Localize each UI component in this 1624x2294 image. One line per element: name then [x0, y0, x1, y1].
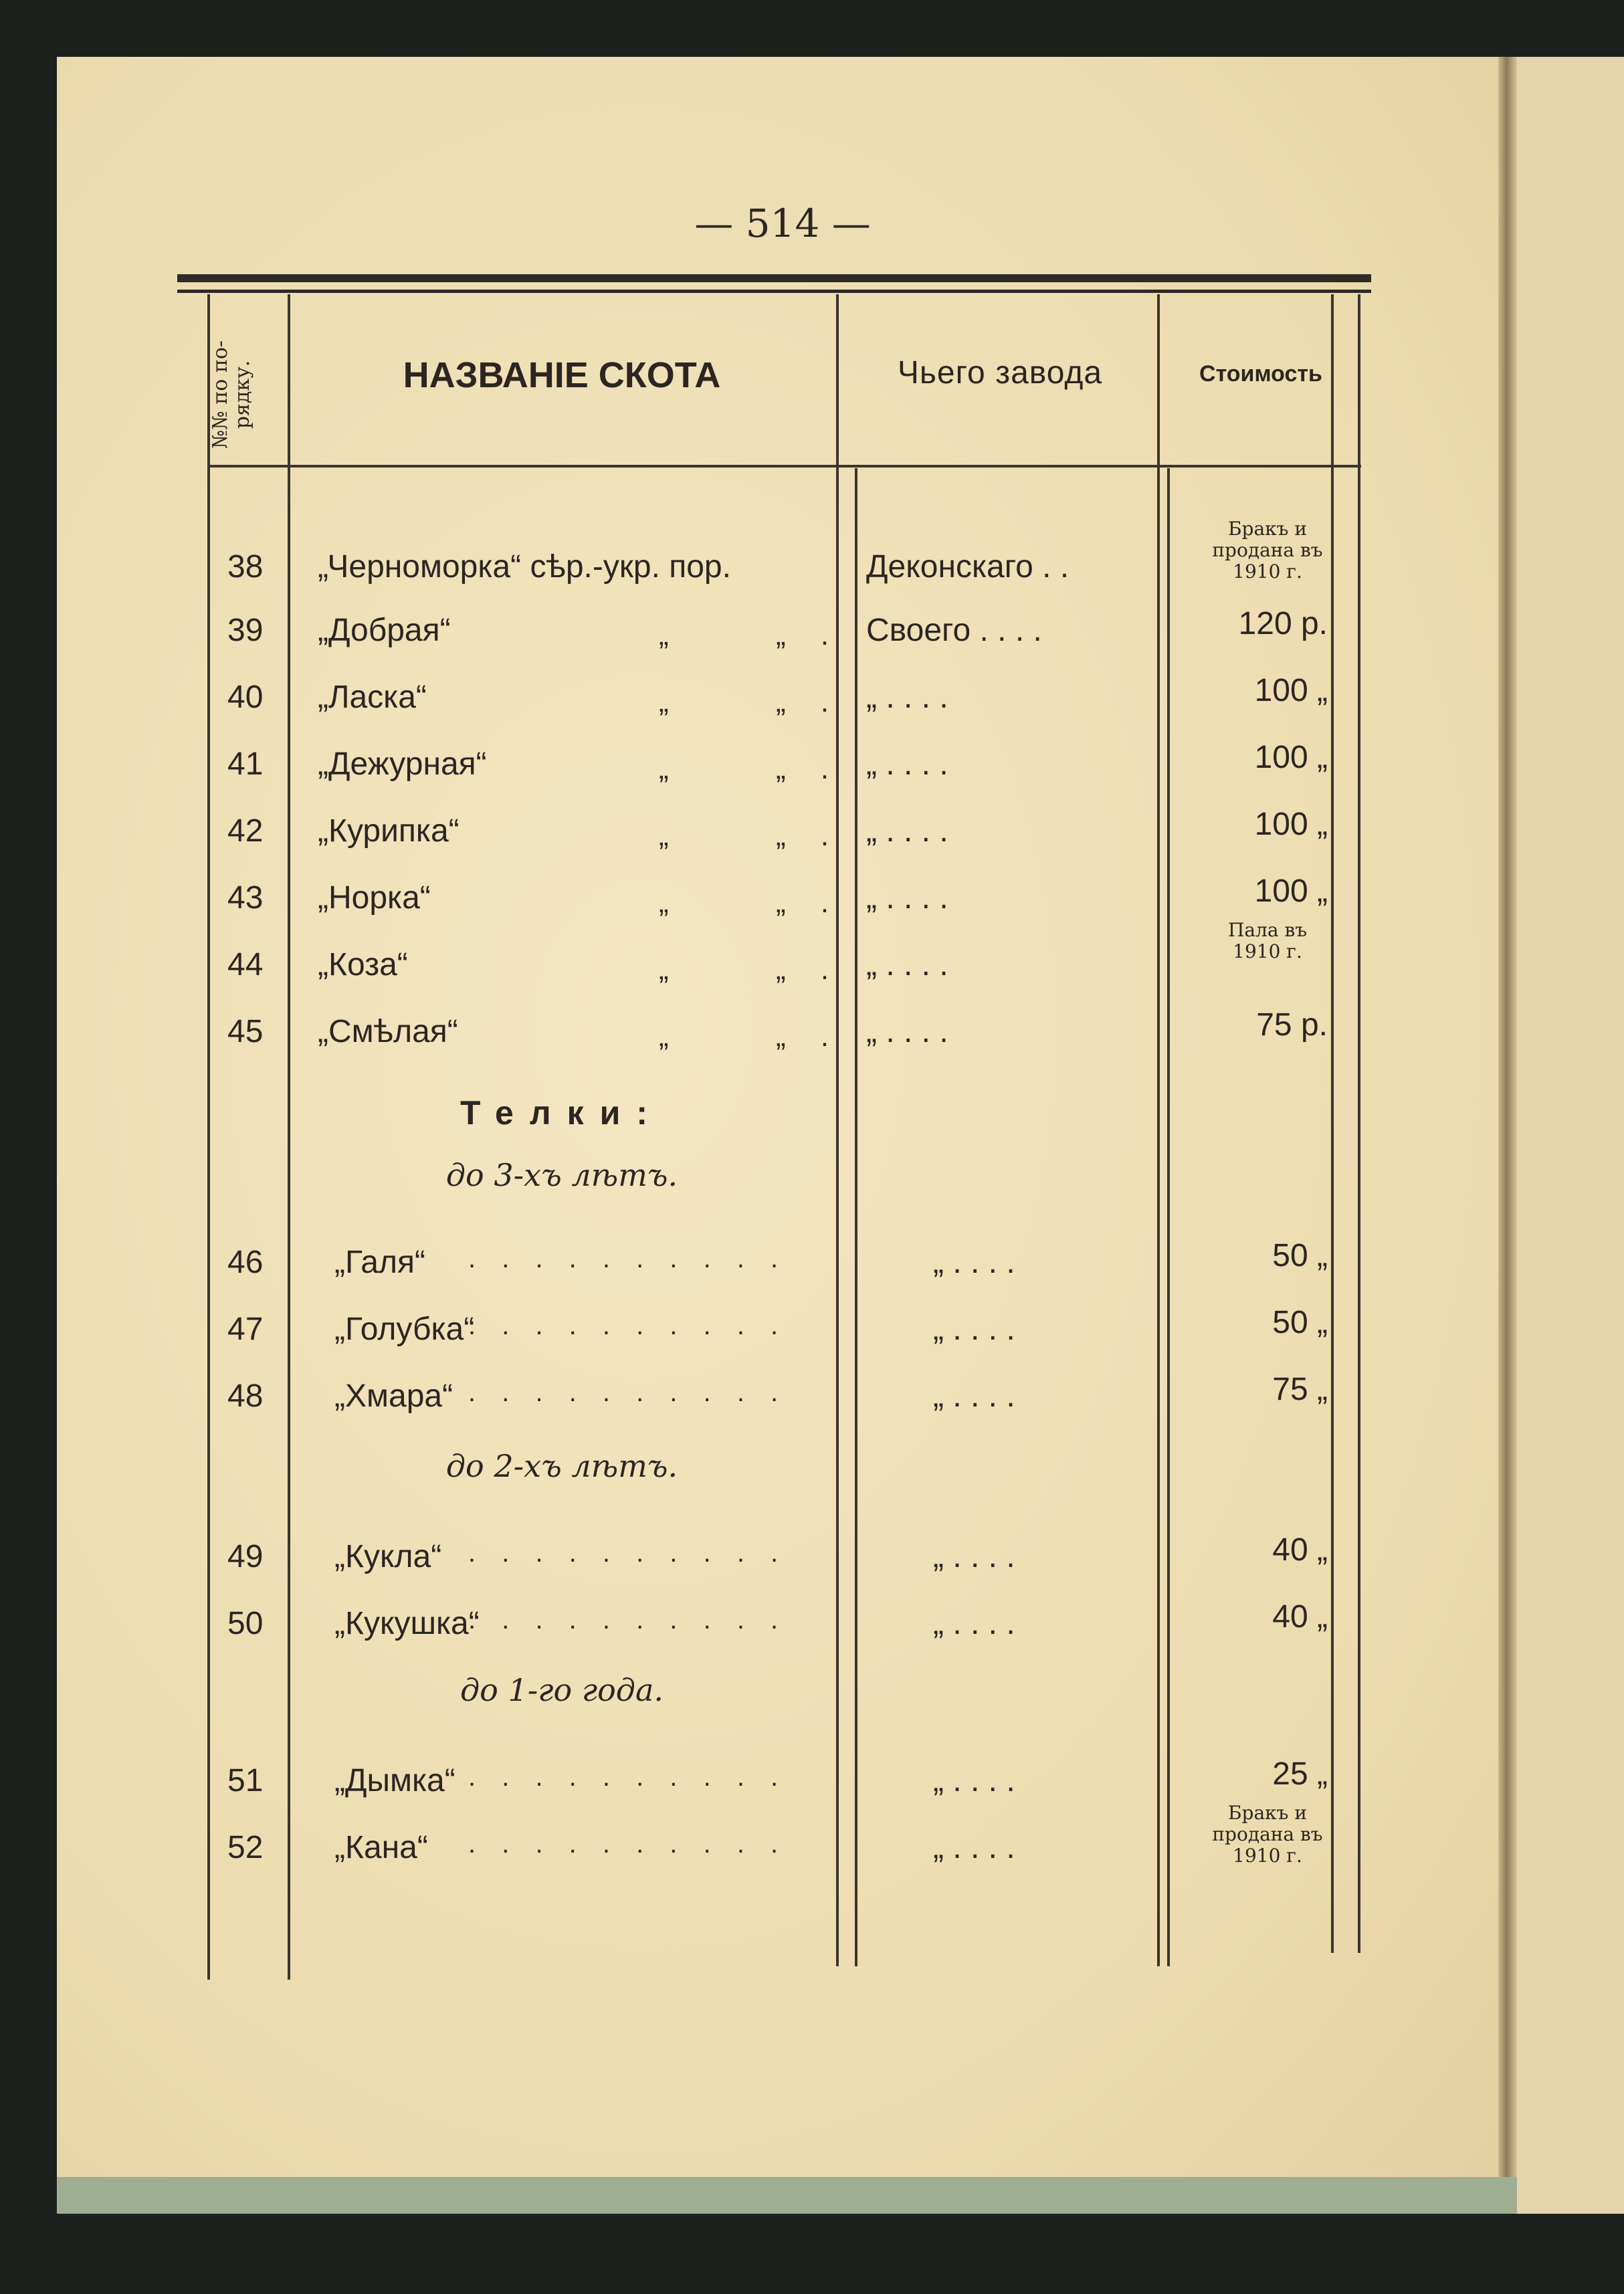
row-name: „Добрая“ — [318, 613, 451, 648]
row-plant: „ . . . . — [933, 1763, 1015, 1798]
row-name: „Кукла“ — [334, 1539, 442, 1574]
row-name: „Черноморка“ сѣр.-укр. пор. — [318, 549, 731, 585]
row-name: „Смѣлая“ — [318, 1014, 458, 1049]
row-number: 40 — [227, 680, 264, 715]
row-cost: 50 „ — [1272, 1305, 1328, 1340]
row-name: „Кукушка“ — [334, 1606, 480, 1641]
table-header-rule — [207, 465, 1361, 467]
table-rule-num — [288, 294, 290, 1980]
table-rule-plant — [1157, 294, 1160, 1966]
leader-dots: . . . . . . . . . . — [468, 1538, 788, 1568]
ditto-mark: „ — [659, 619, 682, 651]
leader-dots: . . . . . . . . . . — [468, 1762, 788, 1792]
ditto-mark: „ . — [776, 686, 843, 718]
row-cost: 100 „ — [1254, 673, 1328, 708]
bottom-edge-strip — [57, 2177, 1517, 2214]
row-number: 42 — [227, 813, 264, 849]
row-name: „Галя“ — [334, 1245, 425, 1280]
row-plant: „ . . . . — [866, 947, 948, 982]
row-plant: „ . . . . — [933, 1606, 1015, 1641]
row-number: 39 — [227, 613, 264, 648]
row-number: 48 — [227, 1378, 264, 1414]
row-cost: 120 р. — [1238, 606, 1328, 641]
row-plant: „ . . . . — [933, 1245, 1015, 1280]
row-cost: 75 р. — [1256, 1007, 1328, 1043]
group-title-1yr: до 1-го года. — [460, 1672, 664, 1708]
ditto-mark: „ — [659, 886, 682, 919]
ditto-mark: „ . — [776, 886, 843, 919]
ditto-mark: „ . — [776, 619, 843, 651]
cost-note: Пала въ 1910 г. — [1227, 919, 1308, 963]
row-name: „Кана“ — [334, 1830, 428, 1865]
row-cost: 40 „ — [1272, 1599, 1328, 1635]
row-plant: „ . . . . — [933, 1312, 1015, 1347]
table-rule-name-double — [855, 468, 857, 1966]
cost-note: Бракъ и продана въ 1910 г. — [1212, 518, 1323, 583]
row-plant: Деконскаго . . — [866, 549, 1070, 585]
row-plant: „ . . . . — [866, 680, 948, 715]
row-plant: „ . . . . — [866, 880, 948, 916]
table-rule-left — [207, 294, 210, 1980]
section-title: Телки: — [460, 1094, 664, 1132]
row-plant: „ . . . . — [866, 746, 948, 782]
table-top-rule-thin — [177, 290, 1371, 293]
row-plant: „ . . . . — [933, 1830, 1015, 1865]
row-number: 44 — [227, 947, 264, 982]
ditto-mark: „ — [659, 819, 682, 852]
row-name: „Голубка“ — [334, 1312, 475, 1347]
leader-dots: . . . . . . . . . . — [468, 1829, 788, 1859]
ditto-mark: „ . — [776, 819, 843, 852]
group-title-3yr: до 3-хъ лѣтъ. — [445, 1157, 678, 1193]
row-plant: Своего . . . . — [866, 613, 1042, 648]
group-title-2yr: до 2-хъ лѣтъ. — [445, 1448, 678, 1484]
ditto-mark: „ . — [776, 752, 843, 785]
row-plant: „ . . . . — [933, 1539, 1015, 1574]
row-name: „Коза“ — [318, 947, 408, 982]
row-number: 41 — [227, 746, 264, 782]
ditto-mark: „ — [659, 686, 682, 718]
row-name: „Дежурная“ — [318, 746, 487, 782]
header-cost: Стоимость — [1199, 361, 1322, 387]
row-plant: „ . . . . — [866, 1014, 948, 1049]
row-number: 43 — [227, 880, 264, 916]
row-cost: 50 „ — [1272, 1238, 1328, 1273]
leader-dots: . . . . . . . . . . — [468, 1378, 788, 1407]
row-number: 38 — [227, 549, 264, 585]
row-cost: 40 „ — [1272, 1532, 1328, 1568]
row-number: 50 — [227, 1606, 264, 1641]
row-cost: 75 „ — [1272, 1372, 1328, 1407]
row-cost: 100 „ — [1254, 740, 1328, 775]
page-number: — 514 — — [694, 201, 871, 246]
ditto-mark: „ — [659, 953, 682, 986]
row-name: „Норка“ — [318, 880, 431, 916]
ditto-mark: „ . — [776, 953, 843, 986]
row-cost: 25 „ — [1272, 1756, 1328, 1792]
row-plant: „ . . . . — [866, 813, 948, 849]
row-name: „Ласка“ — [318, 680, 427, 715]
book-gutter — [1498, 57, 1517, 2214]
header-plant: Чьего завода — [897, 355, 1103, 391]
cost-note: Бракъ и продана въ 1910 г. — [1212, 1802, 1323, 1867]
row-cost: 100 „ — [1254, 807, 1328, 842]
row-number: 52 — [227, 1830, 264, 1865]
ditto-mark: „ — [659, 752, 682, 785]
row-number: 49 — [227, 1539, 264, 1574]
leader-dots: . . . . . . . . . . — [468, 1311, 788, 1340]
ditto-mark: „ . — [776, 1020, 843, 1053]
row-name: „Курипка“ — [318, 813, 460, 849]
table-top-rule — [177, 274, 1371, 282]
row-plant: „ . . . . — [933, 1378, 1015, 1414]
row-number: 51 — [227, 1763, 264, 1798]
row-number: 45 — [227, 1014, 264, 1049]
table-rule-right — [1358, 294, 1360, 1953]
row-number: 47 — [227, 1312, 264, 1347]
leader-dots: . . . . . . . . . . — [468, 1244, 788, 1273]
row-name: „Дымка“ — [334, 1763, 455, 1798]
facing-page-edge — [1517, 57, 1624, 2214]
row-cost: 100 „ — [1254, 873, 1328, 909]
header-number: №№ по по- рядку. — [209, 340, 255, 449]
ditto-mark: „ — [659, 1020, 682, 1053]
leader-dots: . . . . . . . . . . — [468, 1605, 788, 1635]
header-name: НАЗВАНІЕ СКОТА — [403, 355, 721, 395]
row-name: „Хмара“ — [334, 1378, 453, 1414]
row-number: 46 — [227, 1245, 264, 1280]
